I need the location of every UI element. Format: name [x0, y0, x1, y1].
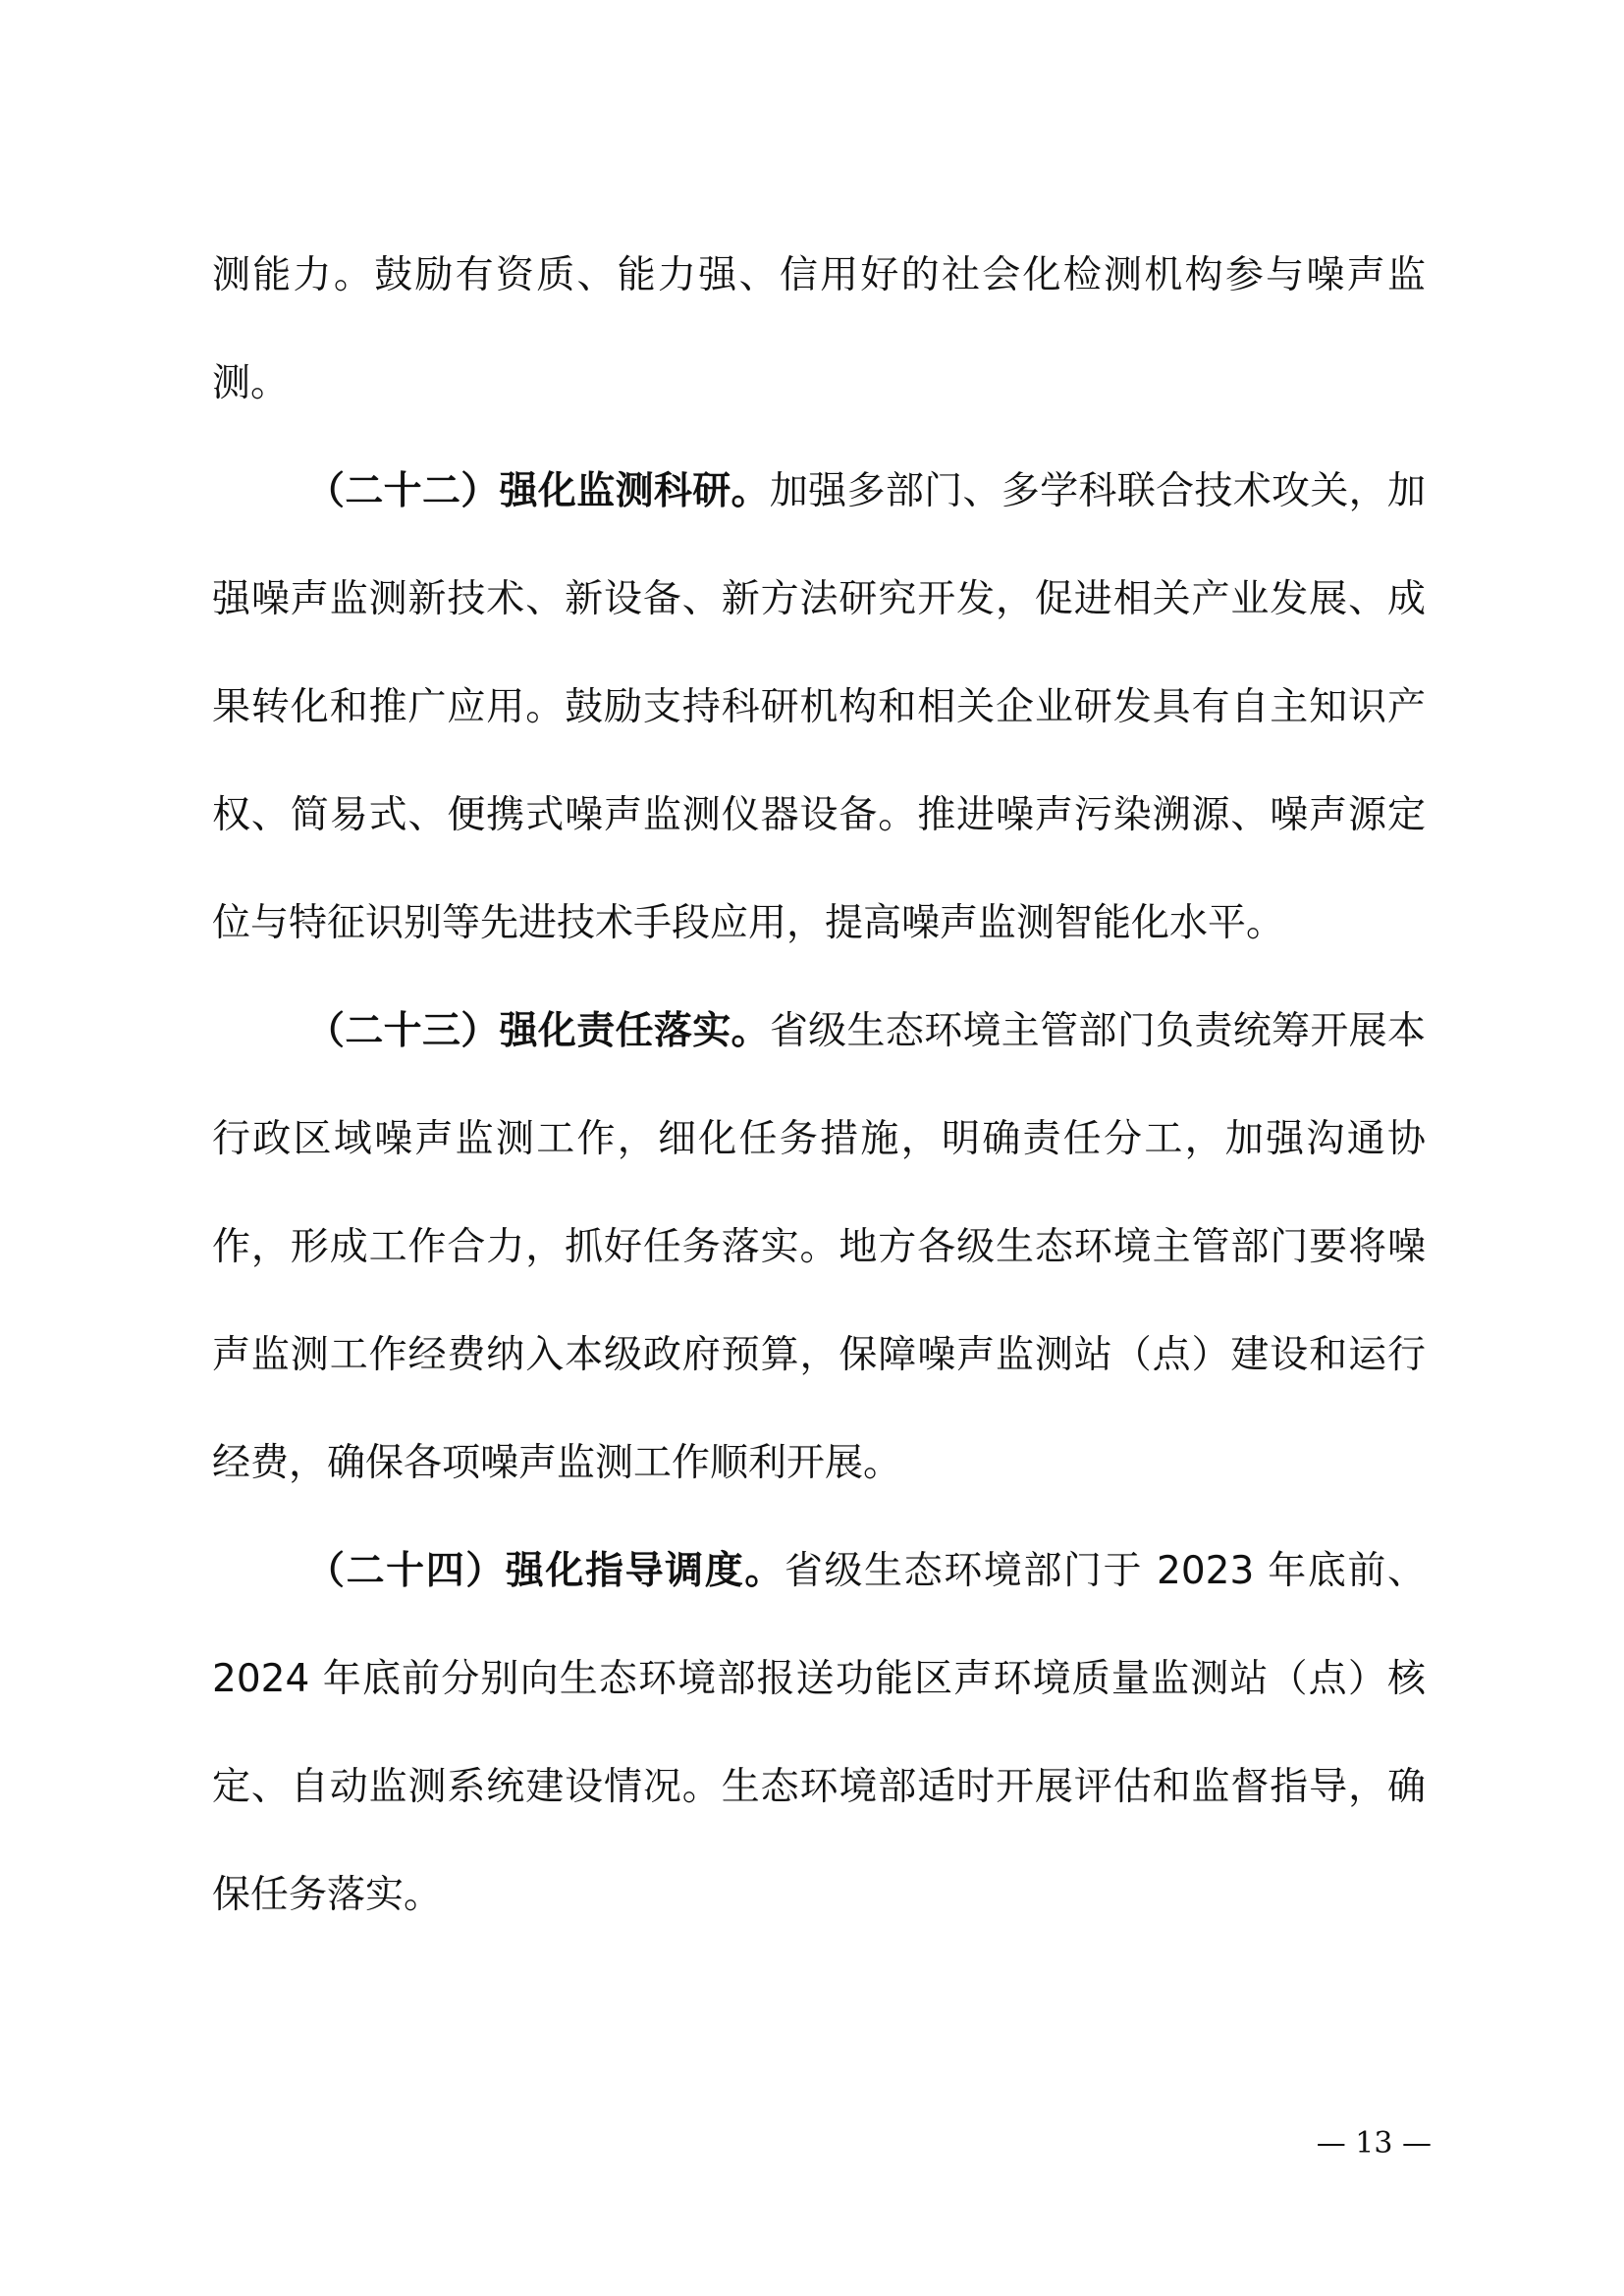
page-number: — 13 — — [1316, 2126, 1432, 2161]
section-heading: （二十二）强化监测科研。 — [306, 469, 770, 513]
section-heading: （二十三）强化责任落实。 — [306, 1009, 770, 1053]
paragraph-23-strengthen-responsibility — [212, 978, 1426, 1518]
paragraph-text: 测能力。鼓励有资质、能力强、信用好的社会化检测机构参与噪声监测。 — [212, 253, 1426, 405]
paragraph-text: 省级生态环境部门于 2023 年底前、2024 年底前分别向生态环境部报送功能区声环境质量监测站（点）核定、自动监测系统建设情况。生态环境部适时开展评估和监督指导，确保任务落实。 — [212, 1549, 1426, 1917]
paragraph-continuation — [212, 222, 1426, 438]
paragraph-text: 加强多部门、多学科联合技术攻关，加强噪声监测新技术、新设备、新方法研究开发，促进相关产业发展、成果转化和推广应用。鼓励支持科研机构和相关企业研发具有自主知识产权、简易式、便携式噪声监测仪器设备。推进噪声污染溯源、噪声源定位与特征识别等先进技术手段应用，提高噪声监测智能化水平。 — [212, 469, 1426, 945]
document-body — [212, 222, 1426, 1949]
paragraph-text: 省级生态环境主管部门负责统筹开展本行政区域噪声监测工作，细化任务措施，明确责任分工，加强沟通协作，形成工作合力，抓好任务落实。地方各级生态环境主管部门要将噪声监测工作经费纳入本级政府预算，保障噪声监测站（点）建设和运行经费，确保各项噪声监测工作顺利开展。 — [212, 1009, 1426, 1485]
paragraph-22-strengthen-research — [212, 438, 1426, 978]
section-heading: （二十四）强化指导调度。 — [306, 1549, 785, 1593]
paragraph-24-strengthen-guidance — [212, 1518, 1426, 1949]
